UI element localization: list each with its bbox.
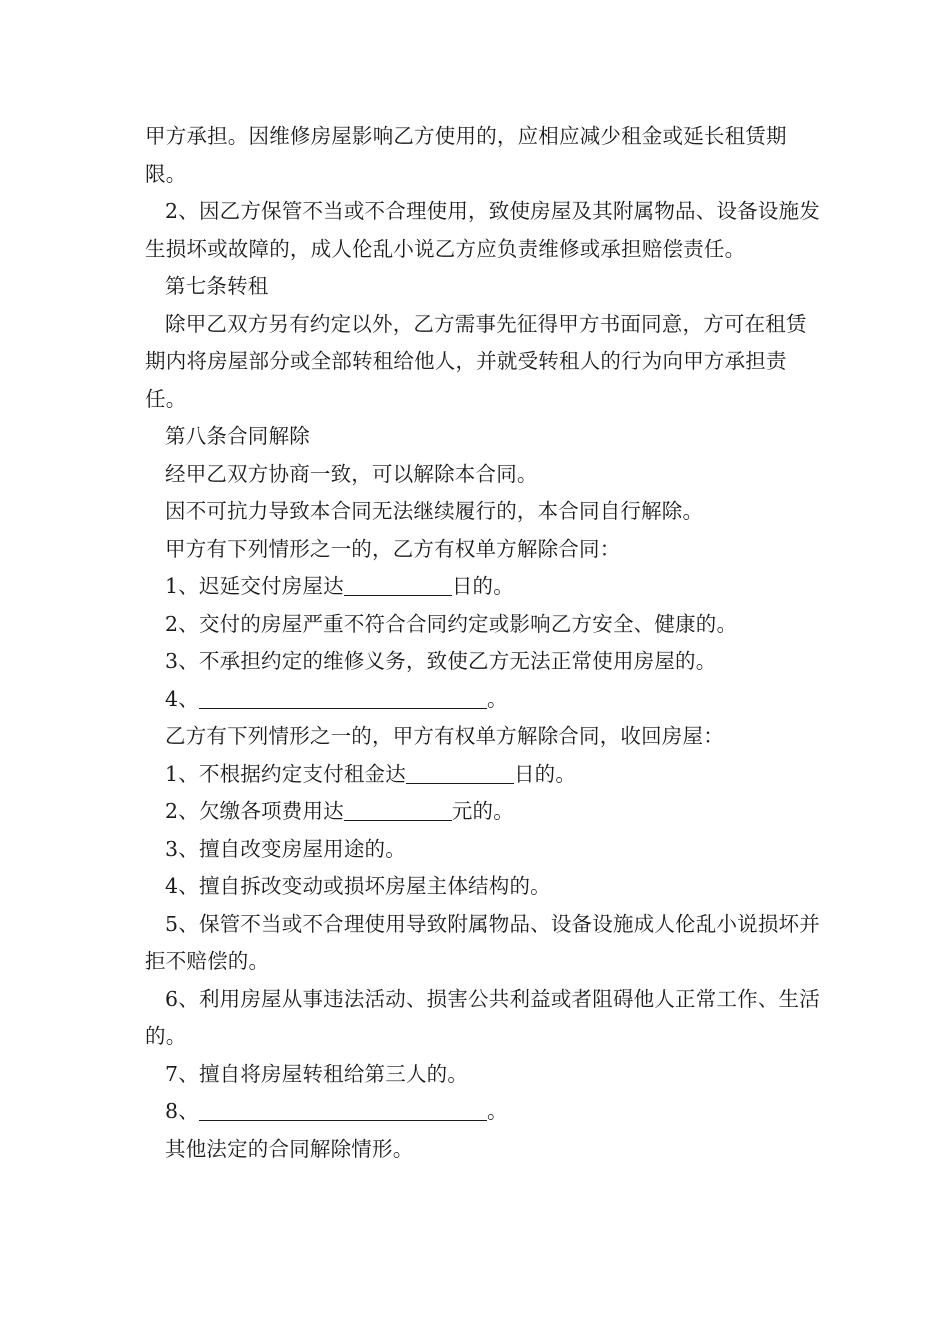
party-b-item-4: 4、擅自拆改变动或损坏房屋主体结构的。 (165, 874, 551, 898)
item-text: 元的。 (451, 799, 514, 823)
fill-in-blank[interactable] (199, 686, 487, 709)
item-text: 日的。 (513, 761, 577, 786)
party-b-breach-intro: 乙方有下列情形之一的，甲方有权单方解除合同，收回房屋： (165, 724, 724, 748)
party-b-item-2 (145, 793, 825, 831)
party-a-item-4 (145, 681, 825, 719)
party-b-item-3: 3、擅自改变房屋用途的。 (165, 836, 406, 861)
fill-in-blank[interactable] (344, 798, 452, 821)
article-7-body: 除甲乙双方另有约定以外，乙方需事先征得甲方书面同意，方可在租赁期内将房屋部分或全部转租给他人，并就受转租人的行为向甲方承担责任。 (145, 311, 807, 411)
party-b-item-7: 7、擅自将房屋转租给第三人的。 (165, 1061, 469, 1086)
item-text: 。 (486, 1099, 508, 1123)
party-a-item-2: 2、交付的房屋严重不符合合同约定或影响乙方安全、健康的。 (165, 611, 738, 636)
party-a-item-3: 3、不承担约定的维修义务，致使乙方无法正常使用房屋的。 (165, 649, 717, 673)
clause-repair-liability: 2、因乙方保管不当或不合理使用，致使房屋及其附属物品、设备设施发生损坏或故障的，成人伦乱小说乙方应负责维修或承担赔偿责任。 (145, 199, 820, 261)
item-text: 2、欠缴各项费用达 (165, 799, 344, 823)
item-text: 4、 (165, 686, 199, 711)
article-8-heading: 第八条合同解除 (165, 424, 310, 448)
termination-force-majeure: 因不可抗力导致本合同无法继续履行的，本合同自行解除。 (165, 499, 704, 523)
party-b-item-5: 5、保管不当或不合理使用导致附属物品、设备设施成人伦乱小说损坏并拒不赔偿的。 (145, 911, 820, 973)
item-text: 1、不根据约定支付租金达 (165, 761, 406, 786)
other-legal-termination: 其他法定的合同解除情形。 (165, 1136, 414, 1161)
article-7-heading: 第七条转租 (165, 274, 269, 298)
item-text: 1、迟延交付房屋达 (165, 574, 344, 598)
fill-in-blank[interactable] (344, 573, 452, 596)
item-text: 日的。 (451, 574, 514, 598)
fill-in-blank[interactable] (406, 761, 514, 784)
termination-mutual: 经甲乙双方协商一致，可以解除本合同。 (165, 461, 538, 486)
fill-in-blank[interactable] (199, 1098, 487, 1121)
item-text: 8、 (165, 1099, 199, 1123)
paragraph-continuation: 甲方承担。因维修房屋影响乙方使用的，应相应减少租金或延长租赁期限。 (145, 124, 787, 186)
party-b-item-6: 6、利用房屋从事违法活动、损害公共利益或者阻碍他人正常工作、生活的。 (145, 986, 820, 1048)
item-text: 。 (486, 686, 508, 711)
party-a-item-1 (145, 568, 825, 606)
party-b-item-8 (145, 1093, 825, 1131)
party-b-item-1 (145, 756, 825, 794)
party-a-breach-intro: 甲方有下列情形之一的，乙方有权单方解除合同： (165, 536, 621, 561)
document-body (145, 118, 825, 1168)
